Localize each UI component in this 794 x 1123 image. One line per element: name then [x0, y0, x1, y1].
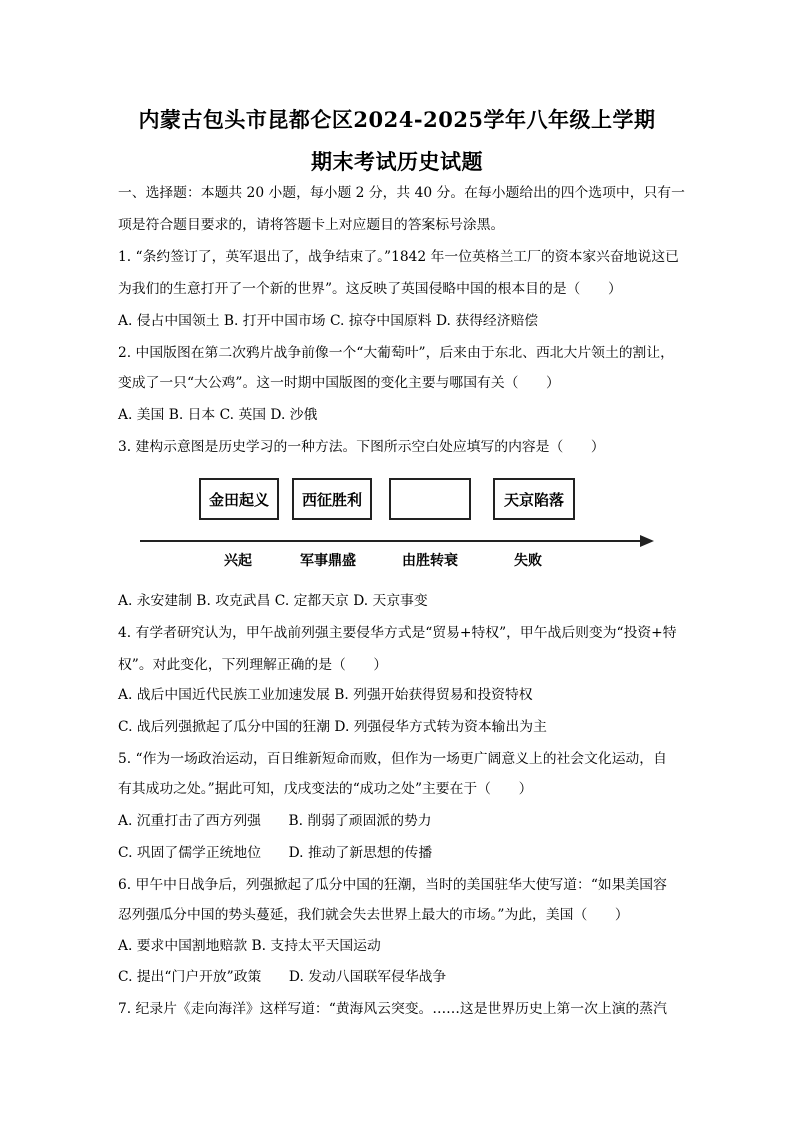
- timeline-box-2: 西征胜利: [292, 478, 372, 520]
- question-2-stem-line1: 2. 中国版图在第二次鸦片战争前像一个“大葡萄叶”，后来由于东北、西北大片领土的割让，: [118, 345, 674, 361]
- timeline-diagram: [140, 474, 660, 574]
- question-4-options-line1: A. 战后中国近代民族工业加速发展 B. 列强开始获得贸易和投资特权: [118, 687, 533, 703]
- question-6-stem-line2: 忍列强瓜分中国的势头蔓延，我们就会失去世界上最大的市场。”为此，美国（ ）: [118, 907, 629, 923]
- question-6-stem-line1: 6. 甲午中日战争后，列强掀起了瓜分中国的狂潮，当时的美国驻华大使写道：“如果美国容: [118, 877, 667, 893]
- timeline-stage-3: 由胜转衰: [402, 553, 458, 569]
- timeline-stage-1: 兴起: [224, 553, 252, 569]
- section-instructions-line1: 一、选择题：本题共 20 小题，每小题 2 分，共 40 分。在每小题给出的四个选项中，只有一: [118, 185, 685, 201]
- question-4-stem-line1: 4. 有学者研究认为，甲午战前列强主要侵华方式是“贸易+特权”，甲午战后则变为“投资+特: [118, 625, 677, 641]
- question-5-stem-line2: 有其成功之处。”据此可知，戊戌变法的“成功之处”主要在于（ ）: [118, 781, 533, 797]
- question-4-stem-line2: 权”。对此变化，下列理解正确的是（ ）: [118, 657, 388, 673]
- section-instructions-line2: 项是符合题目要求的，请将答题卡上对应题目的答案标号涂黑。: [118, 217, 505, 233]
- question-2-options: A. 美国 B. 日本 C. 英国 D. 沙俄: [118, 407, 318, 423]
- question-5-options-line1: A. 沉重打击了西方列强 B. 削弱了顽固派的势力: [118, 813, 432, 829]
- timeline-stage-4: 失败: [514, 553, 542, 569]
- question-1-stem-line2: 为我们的生意打开了一个新的世界”。这反映了英国侵略中国的根本目的是（ ）: [118, 281, 622, 297]
- question-7-stem-line1: 7. 纪录片《走向海洋》这样写道：“黄海风云突变。……这是世界历史上第一次上演的蒸汽: [118, 1001, 667, 1017]
- question-1-stem-line1: 1. “条约签订了，英军退出了，战争结束了。”1842 年一位英格兰工厂的资本家兴奋地说这已: [118, 249, 679, 265]
- question-3-stem: 3. 建构示意图是历史学习的一种方法。下图所示空白处应填写的内容是（ ）: [118, 439, 605, 455]
- timeline-box-1: 金田起义: [199, 478, 279, 520]
- timeline-box-blank: [389, 478, 471, 520]
- question-5-options-line2: C. 巩固了儒学正统地位 D. 推动了新思想的传播: [118, 845, 433, 861]
- question-4-options-line2: C. 战后列强掀起了瓜分中国的狂潮 D. 列强侵华方式转为资本输出为主: [118, 719, 547, 735]
- question-1-options: A. 侵占中国领土 B. 打开中国市场 C. 掠夺中国原料 D. 获得经济赔偿: [118, 313, 539, 329]
- timeline-axis: [140, 540, 644, 542]
- question-5-stem-line1: 5. “作为一场政治运动，百日维新短命而败，但作为一场更广阔意义上的社会文化运动，自: [118, 751, 667, 767]
- question-6-options-line2: C. 提出“门户开放”政策 D. 发动八国联军侵华战争: [118, 969, 447, 985]
- timeline-arrow-icon: [640, 535, 654, 547]
- timeline-stage-2: 军事鼎盛: [300, 553, 356, 569]
- exam-title-line1: 内蒙古包头市昆都仑区2024-2025学年八年级上学期: [138, 107, 656, 132]
- timeline-box-4: 天京陷落: [493, 478, 575, 520]
- question-3-options: A. 永安建制 B. 攻克武昌 C. 定都天京 D. 天京事变: [118, 593, 428, 609]
- question-6-options-line1: A. 要求中国割地赔款 B. 支持太平天国运动: [118, 938, 381, 954]
- question-2-stem-line2: 变成了一只“大公鸡”。这一时期中国版图的变化主要与哪国有关（ ）: [118, 375, 560, 391]
- exam-title-line2: 期末考试历史试题: [311, 149, 483, 174]
